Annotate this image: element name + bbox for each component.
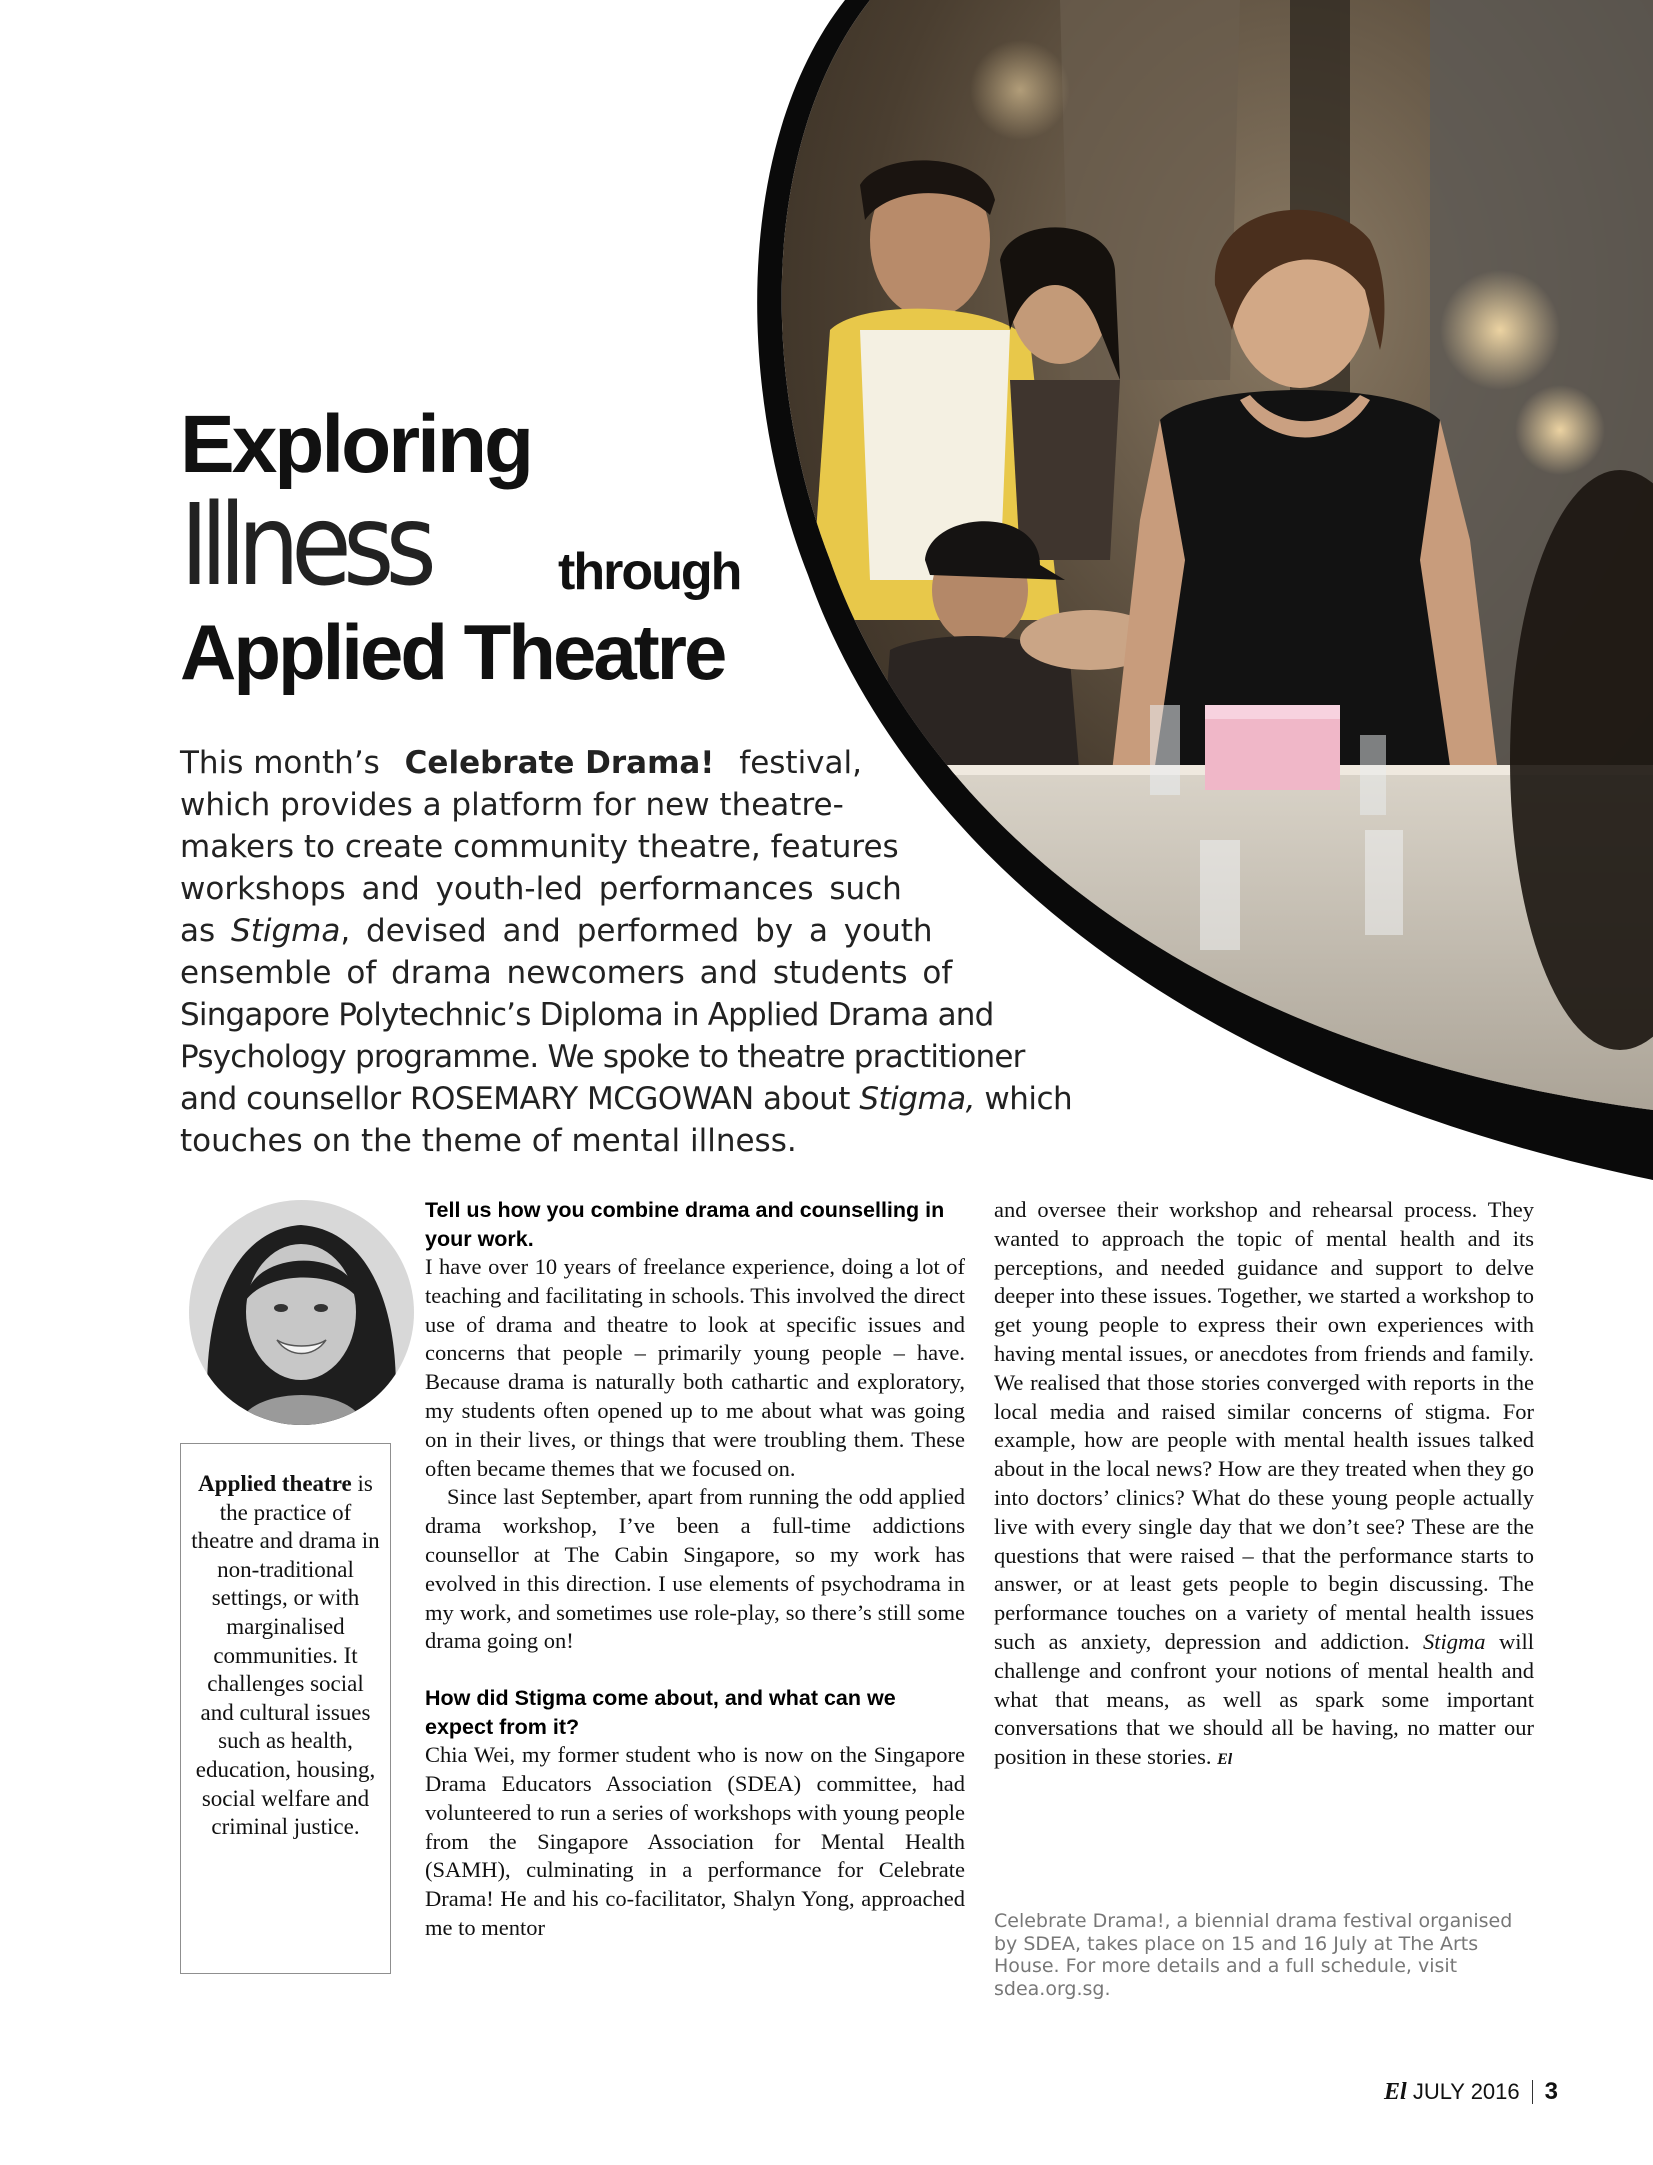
article-column-2 <box>994 1196 1534 1775</box>
folio <box>1384 2079 1520 2106</box>
question-2: How did Stigma come about, and what can we expect from it? <box>425 1686 896 1739</box>
headline-line-2 <box>180 481 880 611</box>
standfirst-line: Psychology programme. We spoke to theatre practitioner <box>180 1039 1025 1075</box>
magazine-logo: El <box>1384 2078 1407 2105</box>
article-column-1 <box>425 1196 965 1943</box>
standfirst-line: makers to create community theatre, features <box>180 829 899 865</box>
standfirst <box>180 742 1072 1162</box>
answer-1-paragraph-2: Since last September, apart from running the odd applied drama workshop, I’ve been a full-time addictions counsellor at The Cabin Singapore, so my work has evolved in this direction. I use elements of psychodrama in my work, and sometimes use role-play, so there’s still some drama going on! <box>425 1484 965 1654</box>
event-info: Celebrate Drama!, a biennial drama festival organised by SDEA, takes place on 15 and 16 July at The Arts House. For more details and a full schedule, visit sdea.org.sg. <box>994 1910 1513 2000</box>
answer-2-continued: and oversee their workshop and rehearsal process. They wanted to approach the topic of mental health and its perceptions, and needed guidance and support to delve deeper into these issues. Together, we started a workshop to get young people to express their own experiences with having mental issues, or anecdotes from friends and family. We realised that those stories converged with reports in the local media and raised similar concerns of stigma. For example, how are people with mental health issues talked about in the local news? How are they treated when they go into doctors’ clinics? What do these young people actually live with every single day that we don’t see? These are the questions that were raised – that the performance starts to answer, or at least gets people to begin discussing. The performance touches on a variety of mental health issues such as anxiety, depression and addiction. Stigma will challenge and confront your notions of mental health and what that means, as well as spark some important conversations that we should all be having, no matter our position in these stories. El <box>994 1197 1534 1770</box>
question-1: Tell us how you combine drama and counselling in your work. <box>425 1198 945 1251</box>
standfirst-line: as Stigma, devised and performed by a youth <box>180 913 933 949</box>
answer-1-paragraph-1: I have over 10 years of freelance experience, doing a lot of teaching and facilitating in schools. This involved the direct use of drama and theatre to look at specific issues and concerns that people – primarily young people – have. Because drama is naturally both cathartic and exploratory, my students often opened up to me about what was going on in their lives, or things that were troubling them. These often became themes that we focused on. <box>425 1254 965 1481</box>
portrait-photo <box>189 1200 414 1425</box>
standfirst-line: workshops and youth-led performances such <box>180 871 902 907</box>
standfirst-line: touches on the theme of mental illness. <box>180 1123 797 1159</box>
answer-2-paragraph-1: Chia Wei, my former student who is now on the Singapore Drama Educators Association (SDEA) committee, had volunteered to run a series of workshops with young people from the Singapore Association for Mental Health (SAMH), culminating in a performance for Celebrate Drama! He and his co-facilitator, Shalyn Yong, approached me to mentor <box>425 1742 965 1940</box>
standfirst-line: This month’s Celebrate Drama! festival, <box>180 742 862 784</box>
headline-illness: Illness <box>180 481 429 611</box>
headline-line-3: Applied Theatre <box>180 608 725 696</box>
standfirst-line: which provides a platform for new theatre- <box>180 787 844 823</box>
definition-sidebar <box>180 1443 391 1974</box>
standfirst-line: ensemble of drama newcomers and students of <box>180 955 953 991</box>
headline-through: through <box>558 543 741 601</box>
headline-line-1: Exploring <box>180 399 532 490</box>
issue-date: JULY 2016 <box>1412 2078 1520 2104</box>
footer-divider <box>1532 2080 1533 2104</box>
definition-term: Applied theatre <box>198 1471 352 1496</box>
definition-text: Applied theatre is the practice of theatre and drama in non-traditional settings, or with marginalised communities. It challenges social and cultural issues such as health, education, housing, social welfare and criminal justice. <box>191 1471 380 1840</box>
standfirst-line: Singapore Polytechnic’s Diploma in Applied Drama and <box>180 997 994 1033</box>
standfirst-line: and counsellor ROSEMARY MCGOWAN about Stigma, which <box>180 1081 1073 1117</box>
end-mark-logo: El <box>1217 1751 1233 1769</box>
headline <box>180 400 880 702</box>
festival-name: Celebrate Drama! <box>404 745 715 781</box>
page-number: 3 <box>1544 2078 1558 2105</box>
page-footer <box>1384 2078 1558 2106</box>
